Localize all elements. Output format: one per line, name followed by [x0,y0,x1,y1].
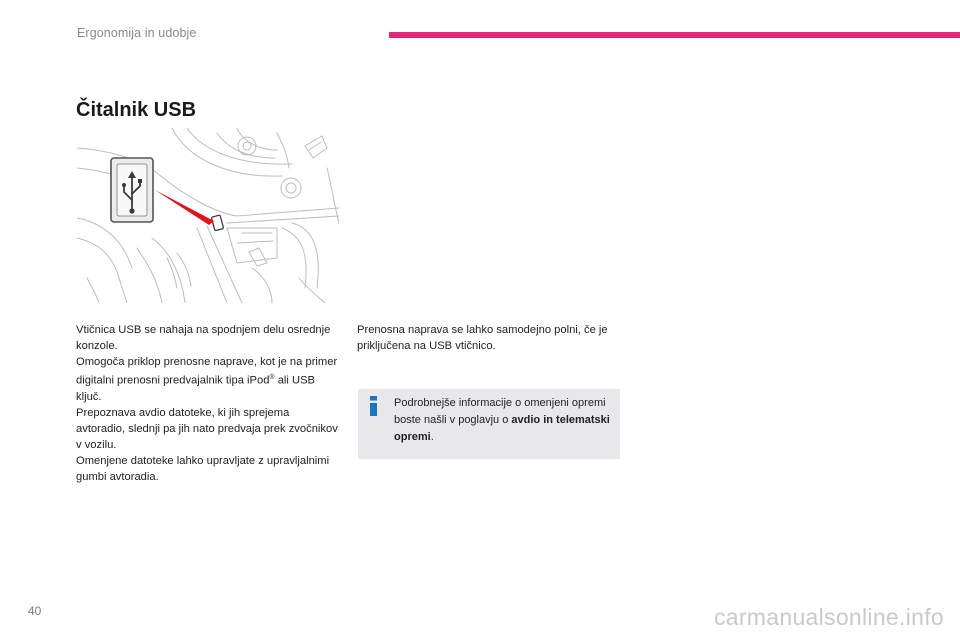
info-note-box [358,389,620,459]
paragraph-charging: Prenosna naprava se lahko samodejno polni, če je priključena na USB vtičnico. [357,324,608,352]
page-number: 40 [28,604,42,618]
chapter-reference: avdio in telematski opremi [394,414,610,443]
page-title: Čitalnik USB [76,99,197,121]
registered-mark: ® [269,374,275,381]
usb-description-column [76,322,338,485]
paragraph-playback: Prepoznava avdio datoteke, ki jih sprejema avtoradio, slednji pa jih nato predvaja prek zvočnikov v vozilu. [76,406,338,451]
info-note-text: Podrobnejše informacije o omenjeni opremi boste našli v poglavju o avdio in telematski opremi. [394,397,610,443]
paragraph-connection: Omogoča priklop prenosne naprave, kot je na primer digitalni prenosni predvajalnik tipa iPod® ali USB ključ. [76,356,338,403]
charging-column [357,322,619,354]
usb-icon [111,158,153,222]
info-icon [368,396,379,416]
watermark: carmanualsonline.info [713,604,944,630]
paragraph-controls: Omenjene datoteke lahko upravljate z upravljalnimi gumbi avtoradia. [76,454,330,483]
header-accent-bar [389,32,960,38]
paragraph-location: Vtičnica USB se nahaja na spodnjem delu osrednje konzole. [76,324,331,352]
usb-socket-illustration [77,128,339,303]
section-header: Ergonomija in udobje [77,26,197,40]
